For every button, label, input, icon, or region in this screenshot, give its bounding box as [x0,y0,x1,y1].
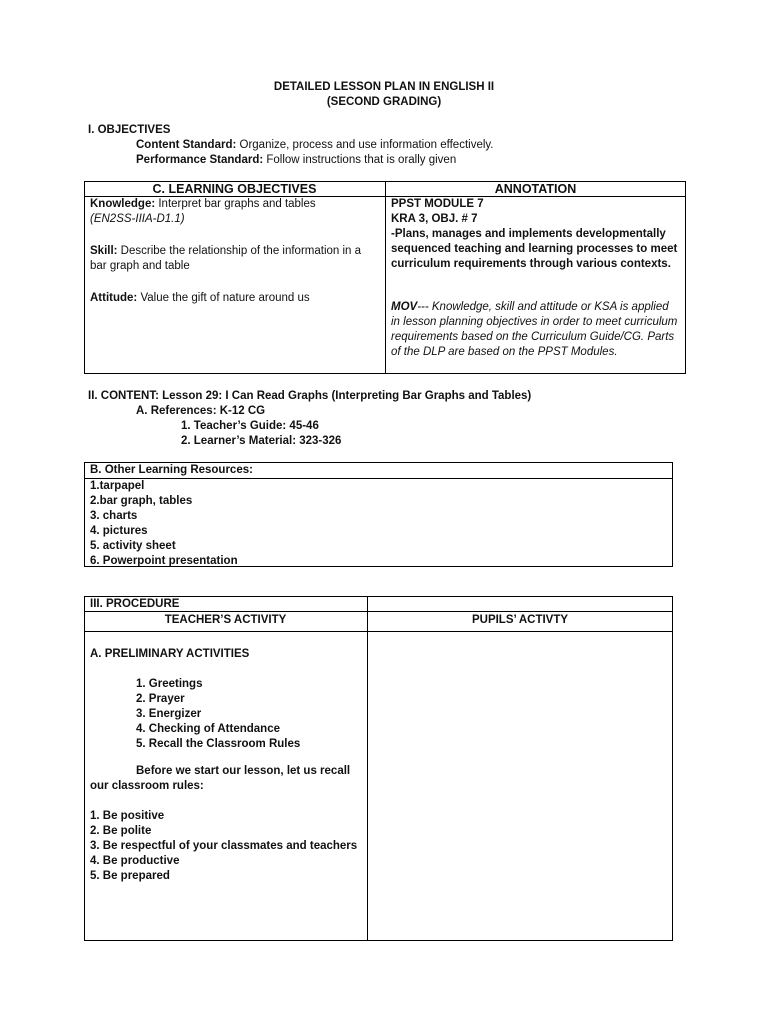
attitude-objective [84,291,382,306]
attitude-text: Value the gift of nature around us [137,292,310,304]
annotation-kra-line: KRA 3, OBJ. # 7 [391,213,478,225]
mov-label: MOV [391,301,418,313]
annotation-description: -Plans, manages and implements developmentally sequenced teaching and learning processes to meet curriculum requirements through various contexts. [391,228,678,270]
reference-learners-material: 2. Learner’s Material: 323-326 [181,435,342,447]
resources-header: B. Other Learning Resources: [90,464,253,476]
references-line: A. References: K-12 CG [136,405,266,417]
procedure-header: III. PROCEDURE [90,598,180,610]
doc-subtitle: (SECOND GRADING) [326,96,442,108]
list-item: 2. Be polite [90,825,152,837]
objectives-heading: I. OBJECTIVES [88,124,171,136]
annotation-header: ANNOTATION [494,182,577,196]
list-item: 6. Powerpoint presentation [90,555,238,567]
list-item: 4. pictures [90,525,148,537]
knowledge-code: (EN2SS-IIIA-D1.1) [90,213,185,225]
list-item: 3. Be respectful of your classmates and teachers [90,840,358,852]
learning-objectives-header: C. LEARNING OBJECTIVES [152,182,317,196]
list-item: 3. charts [90,510,138,522]
skill-objective [84,244,382,274]
list-item: 1. Greetings [136,678,203,690]
annotation-module-line: PPST MODULE 7 [391,198,484,210]
list-item: 3. Energizer [136,708,202,720]
list-item: 5. Recall the Classroom Rules [136,738,301,750]
annotation-module [385,197,686,227]
list-item: 5. activity sheet [90,540,176,552]
list-item: 1.tarpapel [90,480,145,492]
skill-text: Describe the relationship of the information in a bar graph and table [90,245,362,272]
list-item: 4. Checking of Attendance [136,723,280,735]
content-standard-label: Content Standard: [136,139,237,151]
teacher-activity-header: TEACHER’S ACTIVITY [164,614,287,626]
annotation-mov [385,300,686,360]
reference-teachers-guide: 1. Teacher’s Guide: 45-46 [181,420,319,432]
list-item: 1. Be positive [90,810,165,822]
knowledge-label: Knowledge: [90,198,156,210]
rules-intro: Before we start our lesson, let us recall our classroom rules: [90,765,351,792]
content-heading: II. CONTENT: Lesson 29: I Can Read Graphs (Interpreting Bar Graphs and Tables) [88,390,532,402]
table-divider [367,596,368,941]
mov-text: --- Knowledge, skill and attitude or KSA is applied in lesson planning objectives in order to meet curriculum requirements based on the Curriculum Guide/CG. Parts of the DLP are based on the PPST Modules. [391,301,678,358]
knowledge-objective [84,197,385,227]
classroom-rules [84,809,367,884]
content-standard-text: Organize, process and use information effectively. [236,139,494,151]
doc-title: DETAILED LESSON PLAN IN ENGLISH II [273,81,495,93]
content-standard [136,138,494,153]
performance-standard-label: Performance Standard: [136,154,264,166]
skill-label: Skill: [90,245,118,257]
knowledge-text: Interpret bar graphs and tables [155,198,316,210]
preliminary-steps [130,677,306,752]
pupil-activity-header: PUPILS’ ACTIVTY [471,614,569,626]
list-item: 5. Be prepared [90,870,170,882]
preliminary-heading: A. PRELIMINARY ACTIVITIES [90,648,250,660]
performance-standard [136,153,456,168]
table-divider [84,631,673,632]
list-item: 4. Be productive [90,855,180,867]
performance-standard-text: Follow instructions that is orally given [263,154,457,166]
attitude-label: Attitude: [90,292,138,304]
list-item: 2.bar graph, tables [90,495,193,507]
resources-list [84,479,244,569]
list-item: 2. Prayer [136,693,185,705]
